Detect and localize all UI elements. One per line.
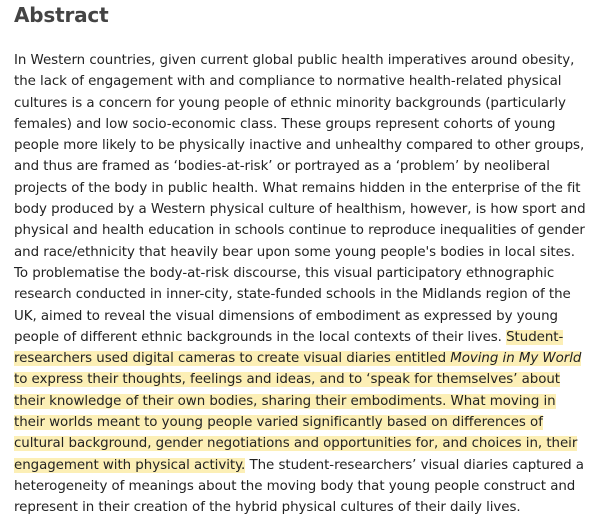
abstract-text-conclusion: The student-researchers’ visual diaries captured a heterogeneity of meanings about the moving body that young people construct and represent in their creation of the hybrid physical cultures of their daily lives. bbox=[14, 457, 584, 516]
abstract-heading: Abstract bbox=[14, 3, 109, 27]
highlighted-text-end: to express their thoughts, feelings and ideas, and to ‘speak for themselves’ about their knowledge of their own bodies, sharing their embodiments. What moving in their worlds meant to young people varied significantly based on differences of cultural background, gender negotiations and opportunities for, and choices in, their engagement with physical activity. bbox=[14, 372, 578, 473]
abstract-text-intro: In Western countries, given current global public health imperatives around obesity, the lack of engagement with and compliance to normative health-related physical cultures is a concern for young people of ethnic minority backgrounds (particularly females) and low socio-economic class. These groups represent cohorts of young people more likely to be physically inactive and unhealthy compared to other groups, and thus are framed as ‘bodies-at-risk’ or portrayed as a ‘problem’ by neoliberal projects of the body in public health. What remains hidden in the enterprise of the fit body produced by a Western physical culture of healthism, however, is how sport and physical and health education in schools continue to reproduce inequalities of gender and race/ethnicity that heavily bear upon some young people's bodies in local sites. To problematise the body-at-risk discourse, this visual participatory ethnographic research conducted in inner-city, state-funded schools in the Midlands region of the UK, aimed to reveal the visual dimensions of embodiment as expressed by young people of different ethnic backgrounds in the local contexts of their lives. bbox=[14, 53, 586, 345]
highlighted-passage[interactable] bbox=[14, 330, 581, 473]
abstract-paragraph[interactable] bbox=[14, 50, 588, 519]
highlighted-text-start: Student-researchers used digital cameras to create visual diaries entitled bbox=[14, 329, 564, 367]
diary-title-italic: Moving in My World bbox=[450, 351, 582, 367]
